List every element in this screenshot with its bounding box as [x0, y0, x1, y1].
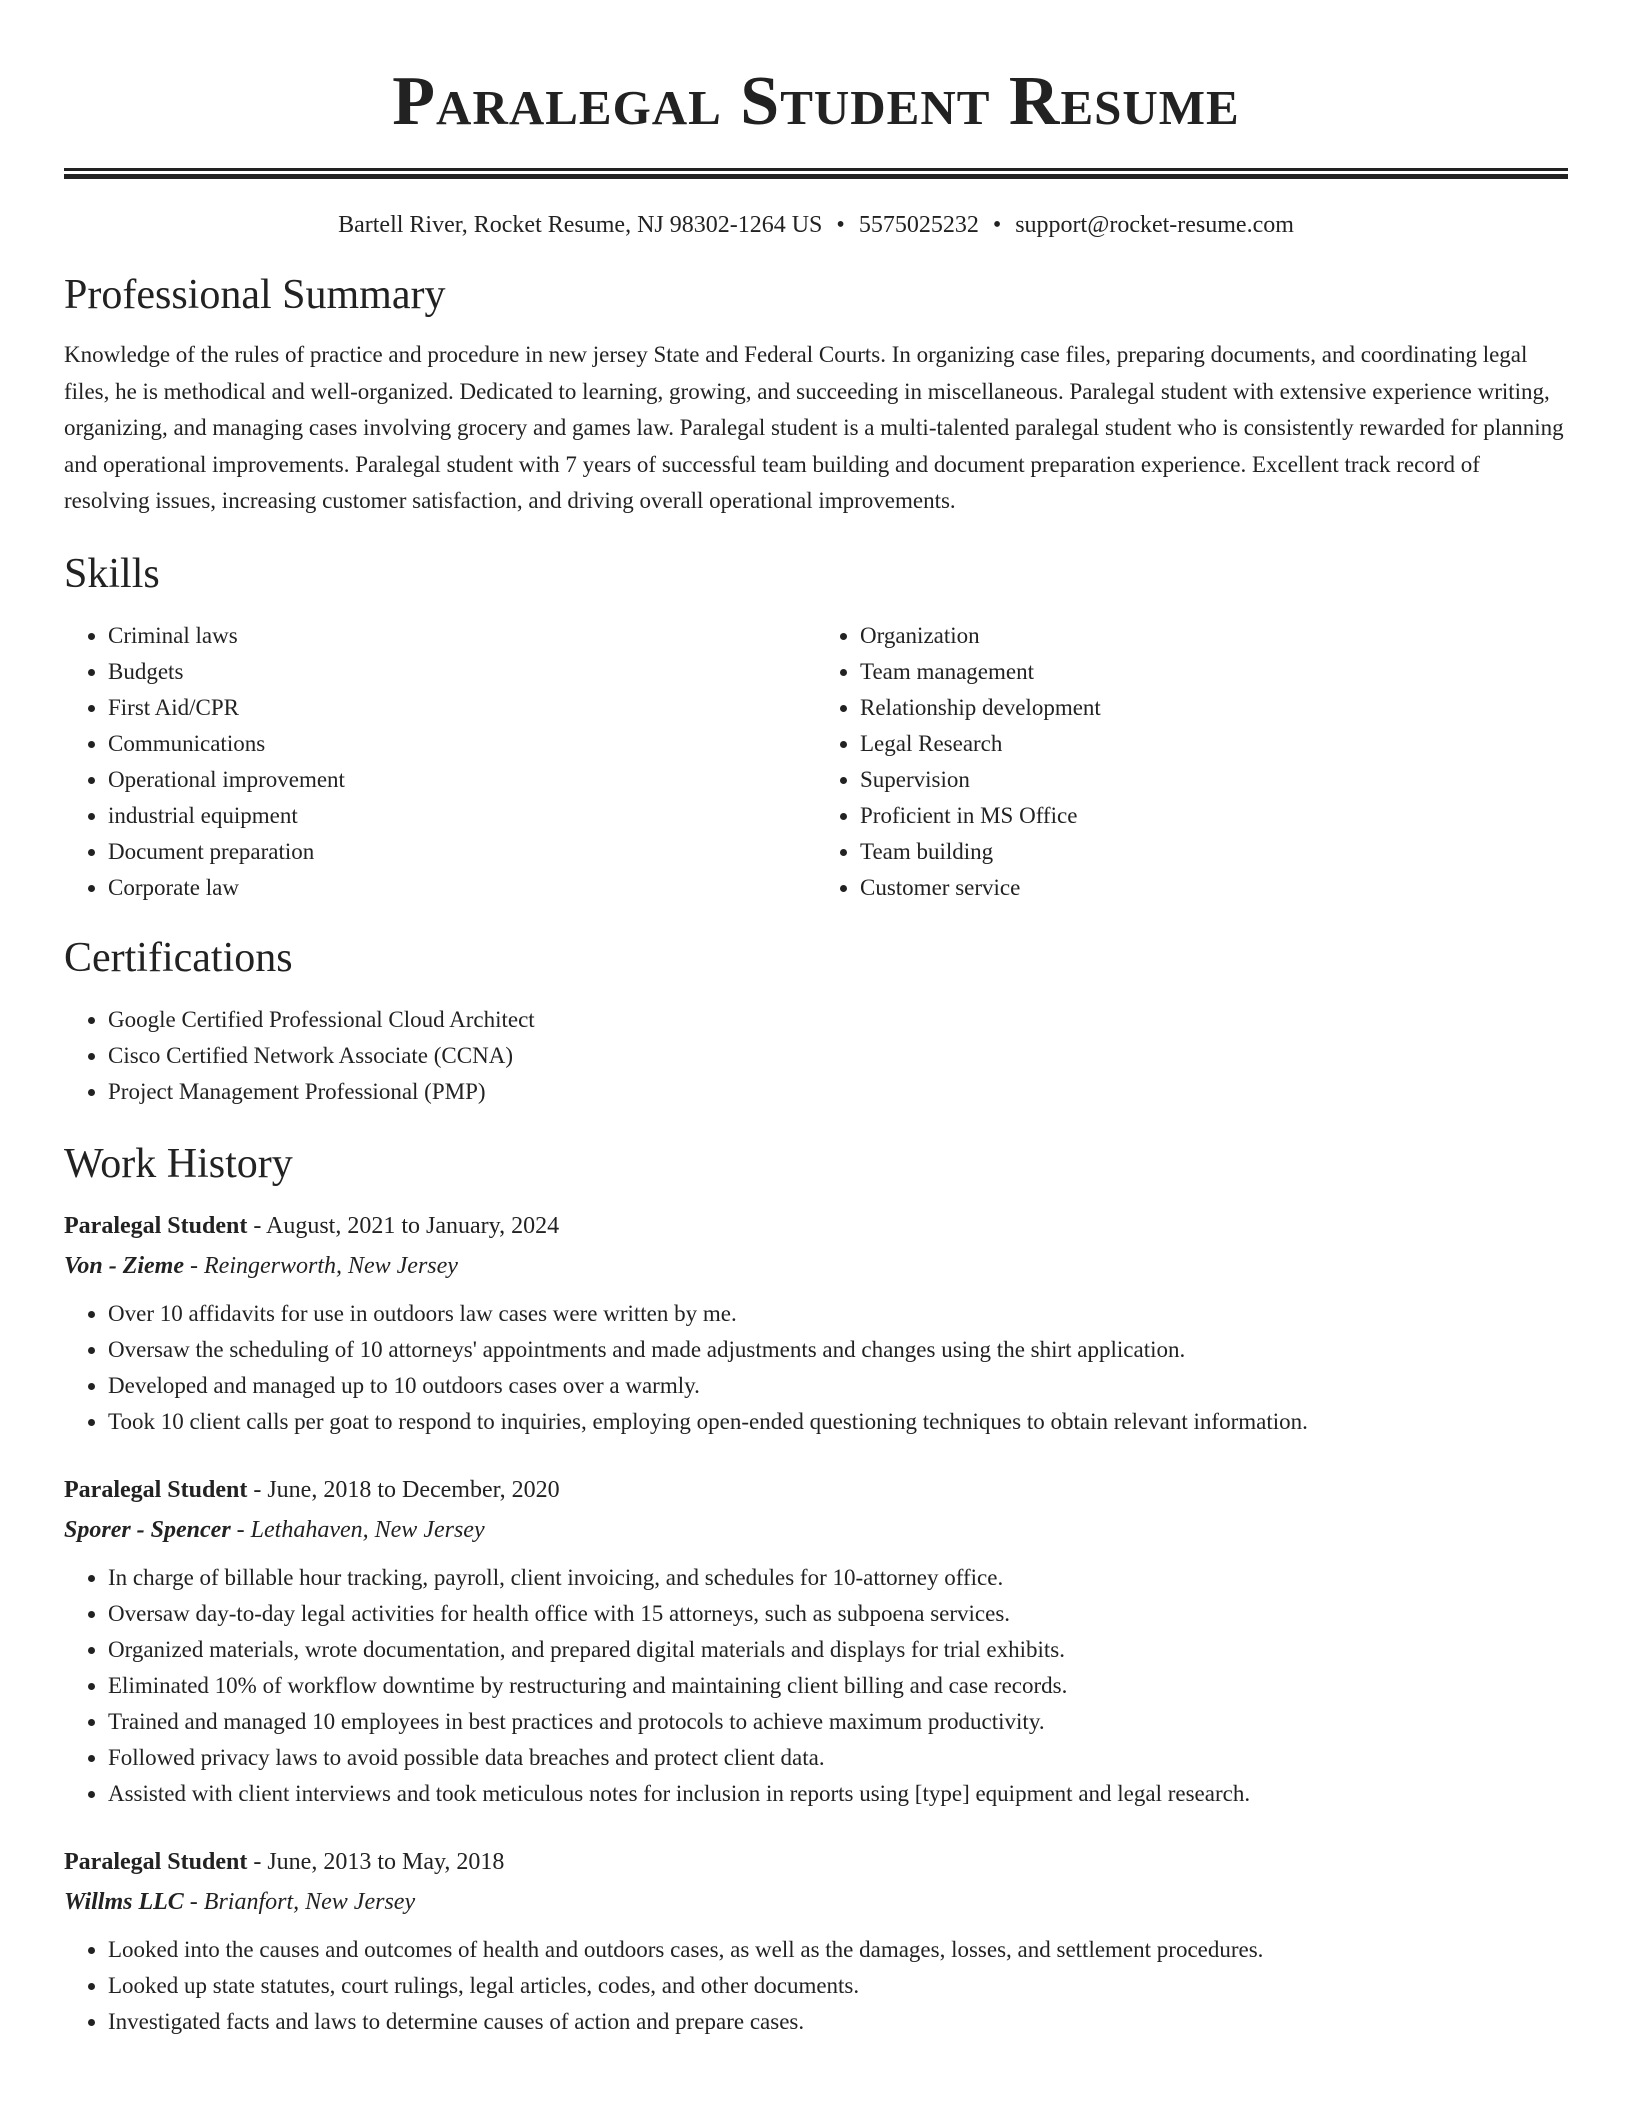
job-company-line: Sporer - Spencer - Lethahaven, New Jersey: [64, 1516, 485, 1543]
job-entry: [64, 1842, 1568, 2040]
certification-item: • Google Certified Professional Cloud Architect: [108, 1002, 1568, 1038]
job-bullet: • Oversaw the scheduling of 10 attorneys' appointments and made adjustments and changes using the shirt application.: [108, 1332, 1568, 1368]
skill-item: • Team building: [860, 834, 1568, 870]
job-title-line: Paralegal Student - June, 2018 to December, 2020: [64, 1476, 560, 1503]
job-bullet: • Took 10 client calls per goat to respond to inquiries, employing open-ended questioning techniques to obtain relevant information.: [108, 1404, 1568, 1440]
skill-item: • Corporate law: [108, 870, 816, 906]
job-bullet: • Developed and managed up to 10 outdoors cases over a warmly.: [108, 1368, 1568, 1404]
contact-email: support@rocket-resume.com: [1015, 212, 1294, 238]
job-role: Paralegal Student: [64, 1212, 248, 1239]
job-entry: [64, 1470, 1568, 1812]
skill-item: • Legal Research: [860, 726, 1568, 762]
contact-phone: 5575025232: [858, 212, 979, 238]
job-bullet: • Looked up state statutes, court rulings, legal articles, codes, and other documents.: [108, 1968, 1568, 2004]
job-company: Von - Zieme: [64, 1252, 184, 1279]
job-location: Reingerworth, New Jersey: [204, 1252, 458, 1279]
job-bullet: • Organized materials, wrote documentation, and prepared digital materials and displays for trial exhibits.: [108, 1632, 1568, 1668]
section-heading-summary: Professional Summary: [64, 272, 446, 318]
job-bullet: • Oversaw day-to-day legal activities for health office with 15 attorneys, such as subpoena services.: [108, 1596, 1568, 1632]
title-divider: [64, 168, 1568, 179]
job-title-line: Paralegal Student - June, 2013 to May, 2018: [64, 1848, 505, 1875]
job-bullet: • Trained and managed 10 employees in best practices and protocols to achieve maximum productivity.: [108, 1704, 1568, 1740]
job-company: Willms LLC: [64, 1888, 184, 1915]
contact-line: [64, 209, 1568, 241]
job-bullets: [64, 1932, 1568, 2040]
job-location: Lethahaven, New Jersey: [250, 1516, 485, 1543]
job-bullet: • Over 10 affidavits for use in outdoors law cases were written by me.: [108, 1296, 1568, 1332]
skill-item: • Communications: [108, 726, 816, 762]
skill-item: • First Aid/CPR: [108, 690, 816, 726]
job-bullet: • Assisted with client interviews and took meticulous notes for inclusion in reports using [type] equipment and legal research.: [108, 1776, 1568, 1812]
skill-item: • Customer service: [860, 870, 1568, 906]
contact-separator: •: [992, 212, 1002, 238]
job-bullets: [64, 1560, 1568, 1812]
skill-item: • Criminal laws: [108, 618, 816, 654]
skill-item: • Team management: [860, 654, 1568, 690]
job-bullet: • In charge of billable hour tracking, payroll, client invoicing, and schedules for 10-attorney office.: [108, 1560, 1568, 1596]
section-heading-certifications: Certifications: [64, 934, 293, 981]
job-bullet: • Followed privacy laws to avoid possible data breaches and protect client data.: [108, 1740, 1568, 1776]
job-role: Paralegal Student: [64, 1476, 248, 1503]
contact-address: Bartell River, Rocket Resume, NJ 98302-1264 US: [338, 212, 823, 238]
job-dates: August, 2021 to January, 2024: [266, 1212, 560, 1239]
skills-columns: [64, 618, 1568, 906]
skills-list-left: [64, 618, 816, 906]
skill-item: • Relationship development: [860, 690, 1568, 726]
skills-section: [64, 548, 1568, 906]
job-title-line: Paralegal Student - August, 2021 to January, 2024: [64, 1212, 560, 1239]
skill-item: • Proficient in MS Office: [860, 798, 1568, 834]
certifications-section: [64, 932, 1568, 1110]
skill-item: • Budgets: [108, 654, 816, 690]
job-role: Paralegal Student: [64, 1848, 248, 1875]
job-bullet: • Investigated facts and laws to determine causes of action and prepare cases.: [108, 2004, 1568, 2040]
skill-item: • Supervision: [860, 762, 1568, 798]
job-dates: June, 2013 to May, 2018: [267, 1848, 505, 1875]
summary-text: Knowledge of the rules of practice and procedure in new jersey State and Federal Courts. In organizing case files, preparing documents, and coordinating legal files, he is methodical and well-organized. Dedicated to learning, growing, and succeeding in miscellaneous. Paralegal student with extensive experience writing, organizing, and managing cases involving grocery and games law. Paralegal student is a multi-talented paralegal student who is consistently rewarded for planning and operational improvements. Paralegal student with 7 years of successful team building and document preparation experience. Excellent track record of resolving issues, increasing customer satisfaction, and driving overall operational improvements.: [64, 342, 1564, 513]
job-bullet: • Eliminated 10% of workflow downtime by restructuring and maintaining client billing and case records.: [108, 1668, 1568, 1704]
job-location: Brianfort, New Jersey: [203, 1888, 416, 1915]
skill-item: • industrial equipment: [108, 798, 816, 834]
contact-separator: •: [836, 212, 845, 238]
skill-item: • Operational improvement: [108, 762, 816, 798]
certification-item: • Project Management Professional (PMP): [108, 1074, 1568, 1110]
skill-item: • Organization: [860, 618, 1568, 654]
job-company: Sporer - Spencer: [64, 1516, 231, 1543]
job-company-line: Willms LLC - Brianfort, New Jersey: [64, 1888, 416, 1915]
skills-list-right: [816, 618, 1568, 906]
section-heading-skills: Skills: [64, 550, 160, 597]
section-heading-work-history: Work History: [64, 1140, 293, 1187]
professional-summary-section: [64, 269, 1568, 520]
certification-item: • Cisco Certified Network Associate (CCNA): [108, 1038, 1568, 1074]
job-bullet: • Looked into the causes and outcomes of health and outdoors cases, as well as the damages, losses, and settlement procedures.: [108, 1932, 1568, 1968]
job-entry: [64, 1206, 1568, 1440]
certifications-list: [64, 1002, 1568, 1110]
job-dates: June, 2018 to December, 2020: [267, 1476, 560, 1503]
work-history-section: [64, 1138, 1568, 2040]
job-bullets: [64, 1296, 1568, 1440]
skill-item: • Document preparation: [108, 834, 816, 870]
page-title: Paralegal Student Resume: [392, 63, 1240, 140]
job-company-line: Von - Zieme - Reingerworth, New Jersey: [64, 1252, 458, 1279]
